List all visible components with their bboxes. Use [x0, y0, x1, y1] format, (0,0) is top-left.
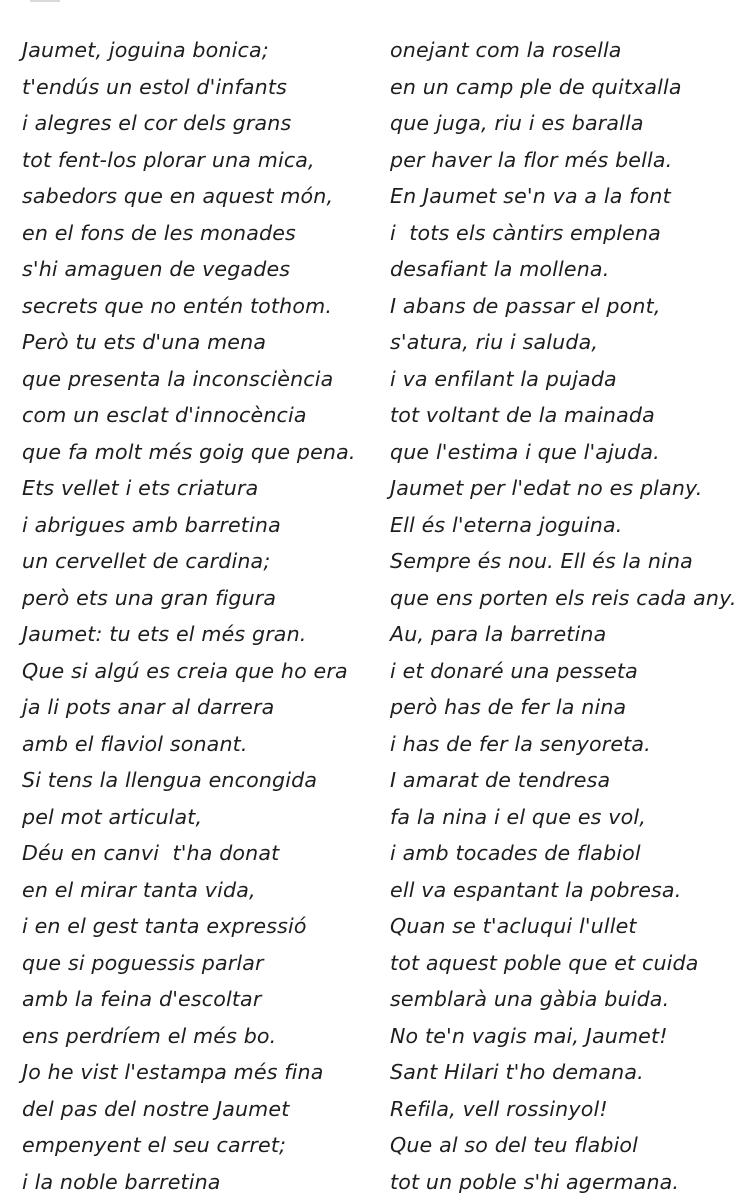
poem-line: que presenta la inconsciència: [22, 366, 334, 391]
poem-line: tot fent-los plorar una mica,: [22, 147, 315, 172]
poem-line: En Jaumet se'n va a la font: [390, 184, 671, 208]
poem-line: pel mot articulat,: [22, 804, 203, 829]
poem-line: Refila, vell rossinyol!: [390, 1096, 608, 1121]
top-divider: [30, 0, 60, 2]
poem-line: i alegres el cor dels grans: [22, 111, 292, 135]
poem-line: amb el flaviol sonant.: [22, 731, 248, 756]
poem-line: i has de fer la senyoreta.: [390, 731, 651, 756]
poem-line: ja li pots anar al darrera: [22, 695, 275, 719]
poem-line: semblarà una gàbia buida.: [390, 987, 670, 1011]
poem-line: en el mirar tanta vida,: [22, 877, 256, 902]
poem-line: I amarat de tendresa: [390, 768, 611, 792]
poem-line: Ets vellet i ets criatura: [22, 476, 259, 500]
poem-line: Que al so del teu flabiol: [390, 1133, 639, 1157]
poem-line: que si poguessis parlar: [22, 950, 264, 975]
poem-line: Sant Hilari t'ho demana.: [390, 1060, 644, 1084]
poem-line: Sempre és nou. Ell és la nina: [390, 549, 693, 573]
poem-line: i amb tocades de flabiol: [390, 841, 641, 865]
poem-line: onejant com la rosella: [390, 38, 622, 62]
poem-line: tot un poble s'hi agermana.: [390, 1169, 680, 1194]
poem-line: Ell és l'eterna joguina.: [390, 512, 623, 537]
poem-line: i en el gest tanta expressió: [22, 914, 307, 938]
poem-line: del pas del nostre Jaumet: [22, 1096, 290, 1121]
poem-line: i va enfilant la pujada: [390, 366, 617, 391]
poem-line: s'hi amaguen de vegades: [22, 257, 291, 281]
poem-line: Au, para la barretina: [390, 622, 607, 646]
poem-line: i et donaré una pesseta: [390, 658, 638, 683]
poem-line: i abrigues amb barretina: [22, 512, 281, 537]
poem-line: per haver la flor més bella.: [390, 147, 673, 172]
poem-line: que l'estima i que l'ajuda.: [390, 439, 660, 464]
poem-line: i la noble barretina: [22, 1169, 221, 1194]
poem-line: que ens porten els reis cada any.: [390, 585, 737, 610]
poem-line: en el fons de les monades: [22, 220, 296, 245]
poem-line: Si tens la llengua encongida: [22, 768, 318, 792]
poem-line: ell va espantant la pobresa.: [390, 877, 682, 902]
poem-line: s'atura, riu i saluda,: [390, 330, 599, 354]
poem-line: tot aquest poble que et cuida: [390, 950, 699, 975]
poem-right-column: [390, 32, 745, 1200]
poem-line: i tots els càntirs emplena: [390, 220, 661, 245]
poem-line: però has de fer la nina: [390, 695, 627, 719]
poem-line: com un esclat d'innocència: [22, 403, 307, 427]
poem-line: Jaumet, joguina bonica;: [22, 38, 269, 62]
poem-line: Jaumet per l'edat no es plany.: [390, 476, 703, 500]
poem-line: ens perdríem el més bo.: [22, 1023, 277, 1048]
poem-line: que juga, riu i es baralla: [390, 111, 644, 135]
poem-left-column: [22, 32, 390, 1200]
poem-line: Jo he vist l'estampa més fina: [22, 1060, 324, 1084]
poem-line: Quan se t'acluqui l'ullet: [390, 914, 637, 938]
poem-line: desafiant la mollena.: [390, 257, 610, 281]
poem-line: Déu en canvi t'ha donat: [22, 841, 280, 865]
poem-line: en un camp ple de quitxalla: [390, 74, 682, 99]
poem-line: tot voltant de la mainada: [390, 403, 655, 427]
poem-line: secrets que no entén tothom.: [22, 293, 333, 318]
poem-line: empenyent el seu carret;: [22, 1133, 287, 1157]
poem-line: Jaumet: tu ets el més gran.: [22, 622, 307, 646]
poem-line: Que si algú es creia que ho era: [22, 658, 348, 683]
poem-line: que fa molt més goig que pena.: [22, 439, 356, 464]
poem: [22, 32, 747, 1200]
poem-line: sabedors que en aquest món,: [22, 184, 334, 208]
poem-line: amb la feina d'escoltar: [22, 987, 262, 1011]
poem-line: Però tu ets d'una mena: [22, 330, 267, 354]
poem-line: un cervellet de cardina;: [22, 549, 271, 573]
poem-line: t'endús un estol d'infants: [22, 74, 287, 99]
poem-line: però ets una gran figura: [22, 585, 277, 610]
poem-line: No te'n vagis mai, Jaumet!: [390, 1023, 668, 1048]
poem-line: I abans de passar el pont,: [390, 293, 661, 318]
poem-line: fa la nina i el que es vol,: [390, 804, 646, 829]
